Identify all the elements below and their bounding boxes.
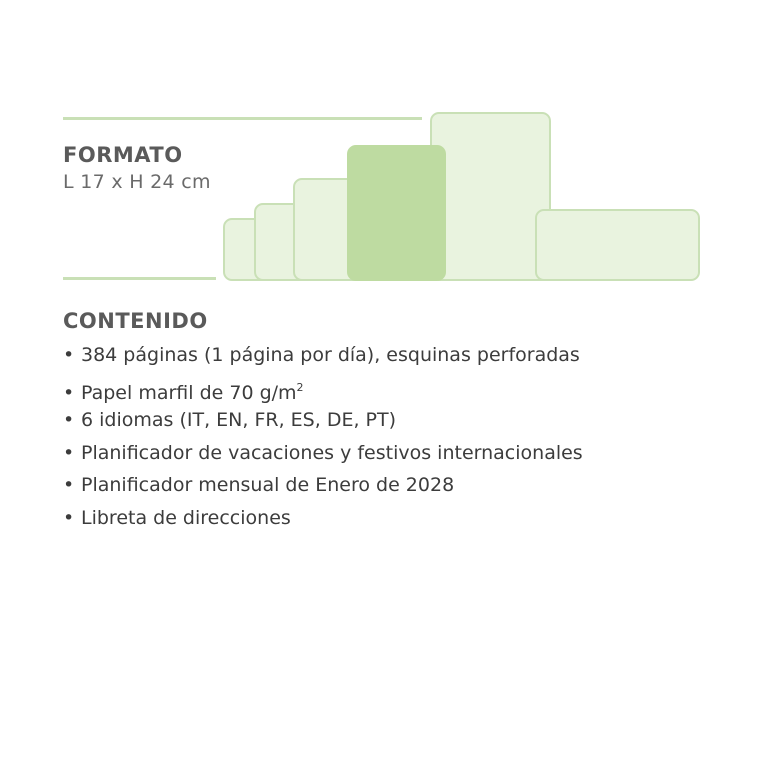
bullet-icon: • <box>63 409 75 432</box>
bullet-icon: • <box>63 441 75 464</box>
bullet-icon: • <box>63 344 75 366</box>
format-dimensions: L 17 x H 24 cm <box>63 171 211 193</box>
size-box-current-highlighted <box>347 145 446 281</box>
bottom-divider <box>63 277 216 280</box>
bullet-icon: • <box>63 506 75 529</box>
unit-superscript: 2 <box>296 380 304 394</box>
size-box-xl <box>430 112 551 281</box>
bullet-icon: • <box>63 381 75 404</box>
list-item: • Planificador mensual de Enero de 2028 <box>63 471 583 504</box>
list-item: • 6 idiomas (IT, EN, FR, ES, DE, PT) <box>63 406 583 439</box>
content-list <box>63 341 583 537</box>
top-divider <box>63 117 422 120</box>
list-item: • Libreta de direcciones <box>63 504 583 537</box>
format-heading: FORMATO <box>63 143 183 167</box>
list-item: • Planificador de vacaciones y festivos internacionales <box>63 439 583 472</box>
list-item: • Papel marfil de 70 $g/m^2$ <box>63 374 583 407</box>
size-box-landscape <box>535 209 700 281</box>
bullet-icon: • <box>63 474 75 497</box>
list-item: • 384 páginas (1 página por día), esquinas perforadas <box>63 341 583 374</box>
content-heading: CONTENIDO <box>63 309 208 333</box>
